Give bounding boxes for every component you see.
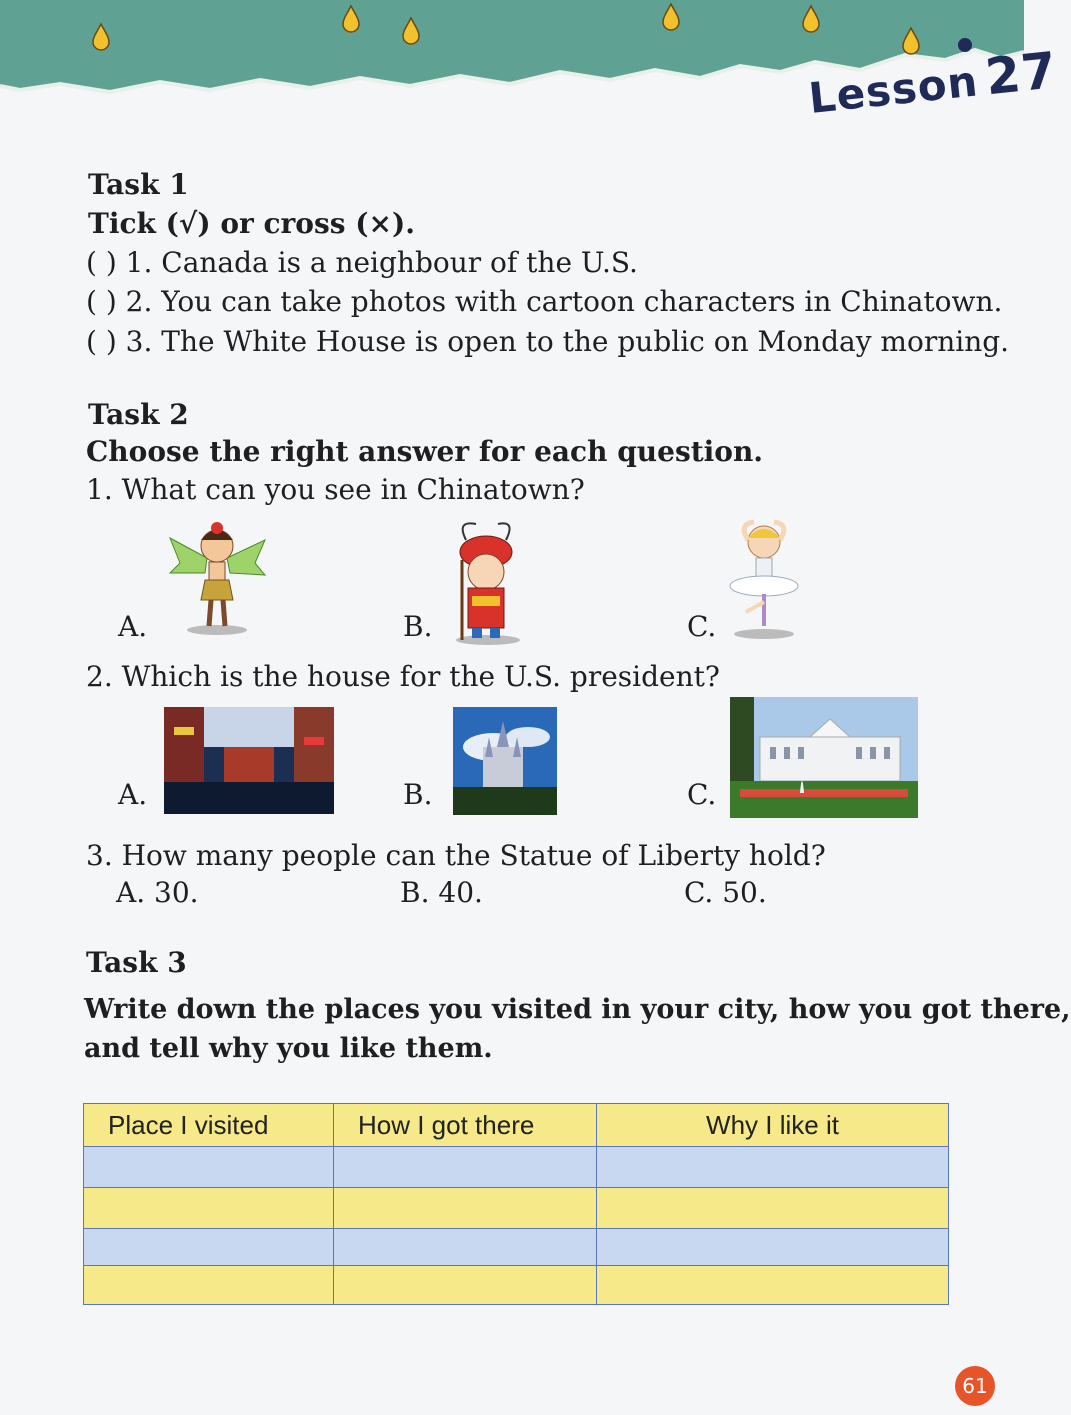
task2-title: Task 2 [88,398,189,431]
task3-instruction-line2: and tell why you like them. [84,1033,493,1064]
peking-opera-figure [436,520,536,646]
header-band [0,0,1060,123]
q3-option-b: B. 40. [400,876,483,909]
table-cell[interactable] [334,1147,597,1188]
table-cell[interactable] [334,1229,597,1266]
q1-option-a: A. [118,610,148,643]
drop-icon [92,24,110,50]
table-cell[interactable] [597,1147,949,1188]
q1-option-b: B. [403,610,433,643]
q3-option-a: A. 30. [116,876,199,909]
header-how-got-there: How I got there [334,1104,597,1147]
q2-option-c: C. [687,778,717,811]
header-place-visited: Place I visited [84,1104,334,1147]
q1-option-c: C. [687,610,717,643]
task3-title: Task 3 [86,946,187,979]
table-cell[interactable] [597,1229,949,1266]
table-cell[interactable] [84,1266,334,1305]
drop-icon [402,18,420,44]
task1-item-2: ( ) 2. You can take photos with cartoon characters in Chinatown. [86,285,1003,318]
castle-photo [453,707,557,815]
task1-item-3: ( ) 3. The White House is open to the public on Monday morning. [86,325,1010,358]
drop-icon [662,4,680,30]
table-cell[interactable] [84,1229,334,1266]
q2-option-a: A. [118,778,148,811]
task1-instruction: Tick (√) or cross (×). [88,207,415,240]
task2-question-3: 3. How many people can the Statue of Liberty hold? [86,839,826,872]
task3-instruction-line1: Write down the places you visited in your city, how you got there, [84,994,1071,1025]
q2-option-b: B. [403,778,433,811]
table-row [84,1229,949,1266]
hula-dancer-figure [165,518,270,636]
table-header-row [84,1104,949,1147]
places-table [83,1103,949,1305]
table-cell[interactable] [597,1188,949,1229]
table-row [84,1188,949,1229]
task1-item-1: ( ) 1. Canada is a neighbour of the U.S. [86,246,638,279]
q3-option-c: C. 50. [684,876,767,909]
task2-question-2: 2. Which is the house for the U.S. president? [86,660,720,693]
white-house-photo [730,697,918,818]
ballerina-figure [728,516,802,640]
table-row [84,1147,949,1188]
task2-instruction: Choose the right answer for each question. [86,435,764,468]
task1-title: Task 1 [88,168,189,201]
drop-icon [342,6,360,32]
street-photo [164,707,334,814]
drop-icon [802,6,820,32]
lesson-title: Lesson27 [806,41,1060,123]
table-cell[interactable] [334,1188,597,1229]
task2-question-1: 1. What can you see in Chinatown? [86,473,585,506]
table-cell[interactable] [334,1266,597,1305]
header-why-like-it: Why I like it [597,1104,949,1147]
table-cell[interactable] [597,1266,949,1305]
page-number: 61 [955,1366,995,1406]
drop-icon [902,28,920,54]
table-row [84,1266,949,1305]
table-cell[interactable] [84,1147,334,1188]
table-cell[interactable] [84,1188,334,1229]
